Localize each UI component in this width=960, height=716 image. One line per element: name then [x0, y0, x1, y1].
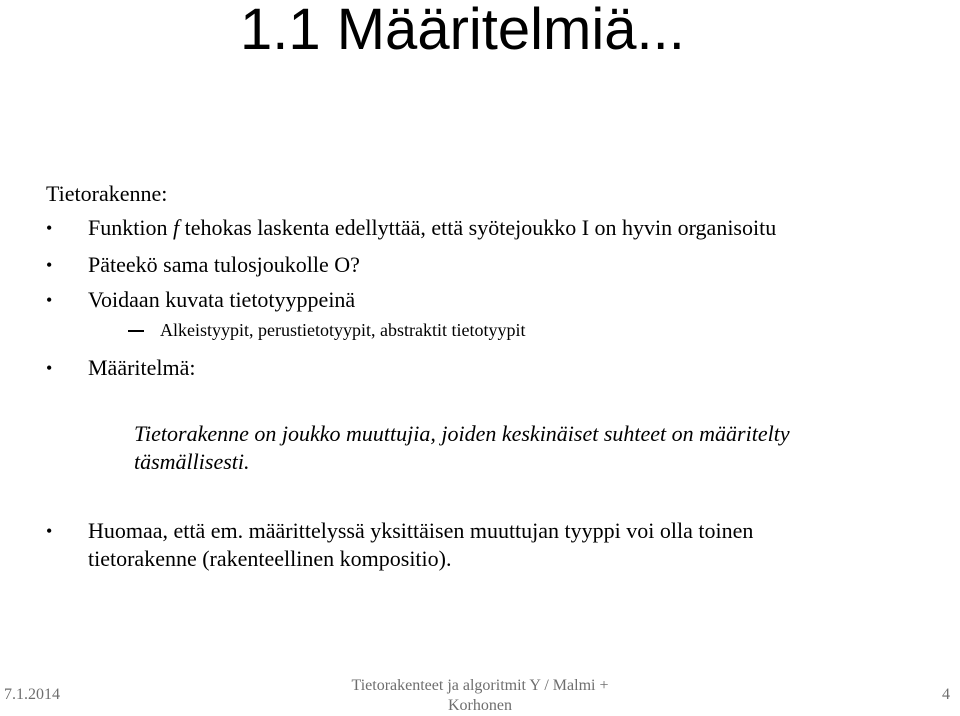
sub-bullet-text: Alkeistyypit, perustietotyypit, abstraktit tietotyypit	[160, 320, 526, 340]
footer-course	[300, 676, 660, 716]
note-line-2: tietorakenne (rakenteellinen kompositio).	[88, 546, 452, 571]
intro-label: Tietorakenne:	[46, 181, 168, 206]
bullet-text-3: Voidaan kuvata tietotyyppeinä	[88, 287, 356, 312]
bullet-icon: •	[46, 218, 53, 238]
footer-course-line-2: Korhonen	[448, 697, 512, 714]
bullet-text-2: Päteekö sama tulosjoukolle O?	[88, 252, 360, 277]
definition-line-2: täsmällisesti.	[134, 449, 250, 474]
definition-line-1: Tietorakenne on joukko muuttujia, joiden keskinäiset suhteet on määritelty	[134, 421, 790, 446]
footer-date: 7.1.2014	[4, 686, 60, 703]
footer-page-number: 4	[942, 686, 950, 703]
note-line-1: Huomaa, että em. määrittelyssä yksittäisen muuttujan tyyppi voi olla toinen	[88, 518, 754, 543]
definition-label: Määritelmä:	[88, 355, 196, 380]
bullet-icon: •	[46, 255, 53, 275]
sub-bullet-dash	[128, 330, 144, 332]
bullet-icon: •	[46, 521, 53, 541]
footer-course-line-1: Tietorakenteet ja algoritmit Y / Malmi +	[351, 677, 609, 694]
bullet-text-1: Funktion f tehokas laskenta edellyttää, että syötejoukko I on hyvin organisoitu	[88, 215, 777, 240]
bullet-icon: •	[46, 290, 53, 310]
function-symbol: f	[172, 215, 180, 240]
bullet-icon: •	[46, 358, 53, 378]
slide-title: 1.1 Määritelmiä...	[240, 0, 685, 62]
